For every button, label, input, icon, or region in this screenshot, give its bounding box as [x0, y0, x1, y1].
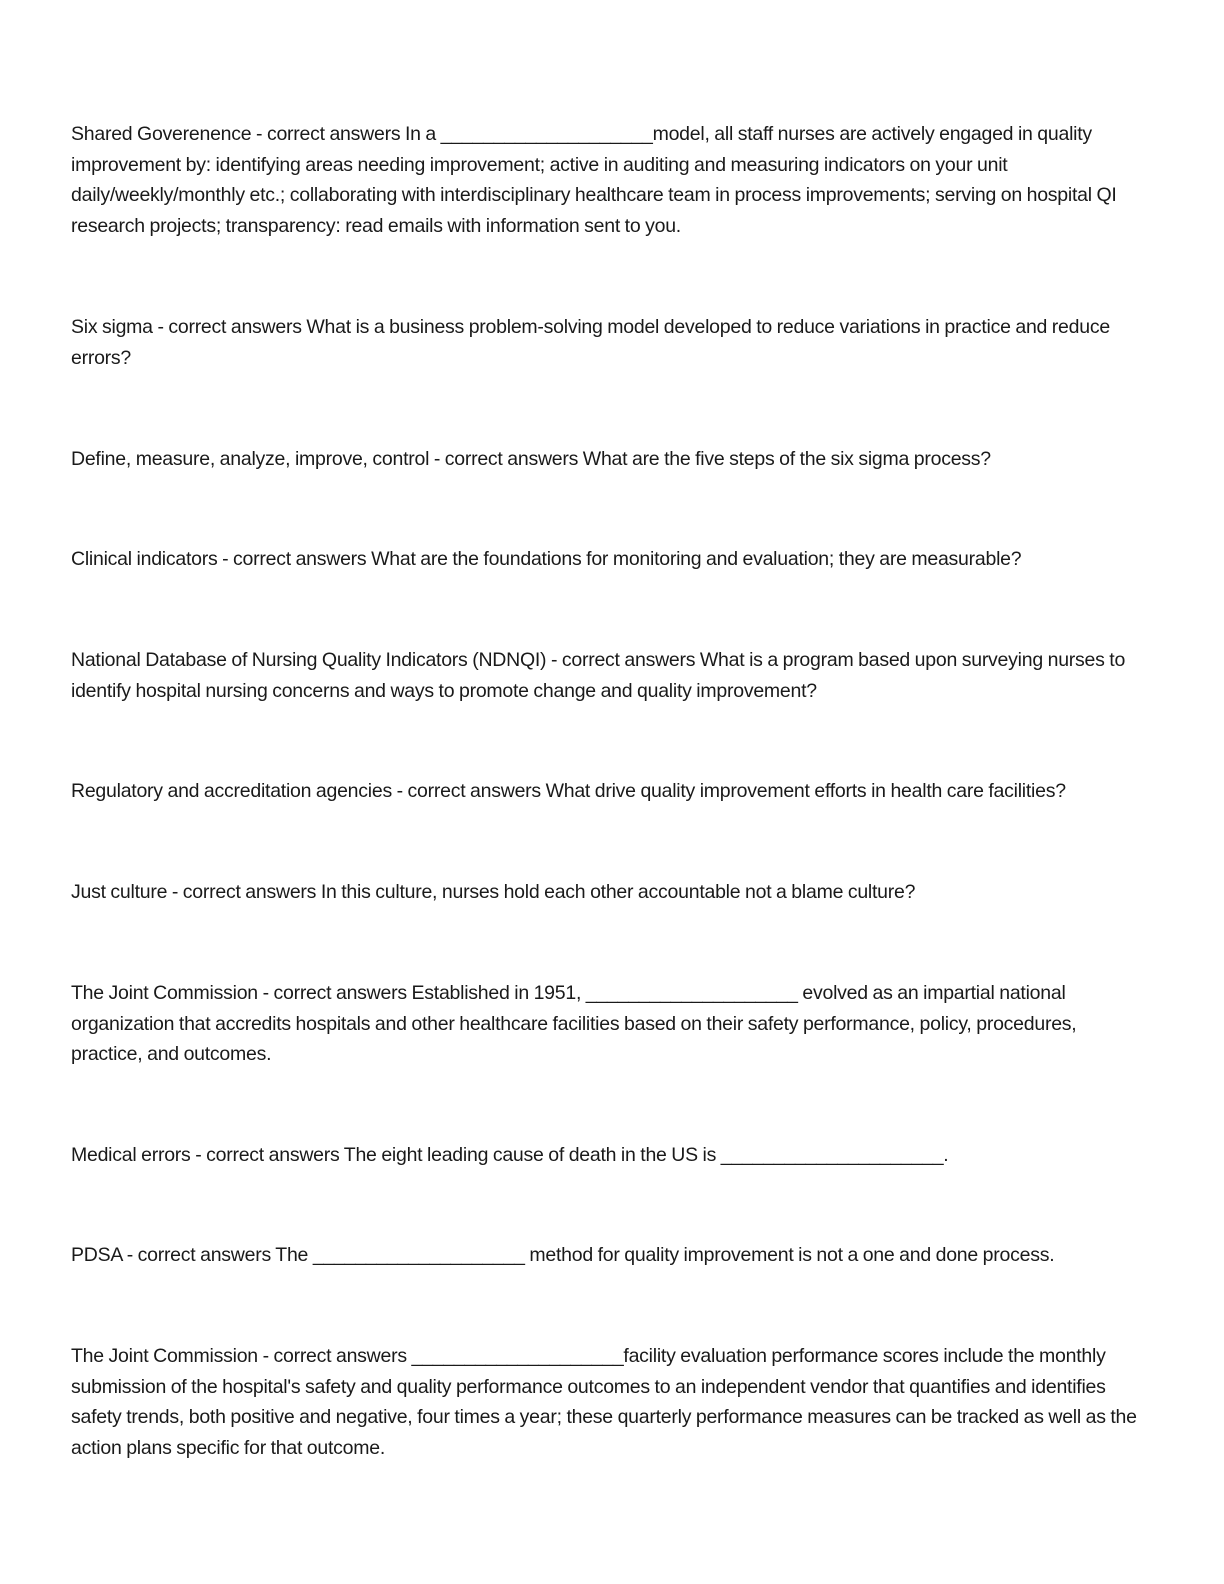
flashcard-entry-ndnqi: National Database of Nursing Quality Indicators (NDNQI) - correct answers What is a program based upon surveying nurses to identify hospital nursing concerns and ways to promote change and quality improvement? [71, 649, 1126, 702]
flashcard-entry-shared-governance: Shared Goverenence - correct answers In a ____________________model, all staff nurses are actively engaged in quality improvement by: identifying areas needing improvement; active in auditing and measuring indicators on your unit daily/weekly/monthly etc.; collaborating with interdisciplinary healthcare team in process improvements; serving on hospital QI research projects; transparency: read emails with information sent to you. [71, 123, 1117, 237]
flashcard-entry-regulatory-agencies: Regulatory and accreditation agencies - correct answers What drive quality improvement efforts in health care facilities? [71, 780, 1066, 802]
flashcard-entry-joint-commission-scores: The Joint Commission - correct answers ____________________facility evaluation performance scores include the monthly submission of the hospital's safety and quality performance outcomes to an independent vendor that quantifies and identifies safety trends, both positive and negative, four times a year; these quarterly performance measures can be tracked as well as the action plans specific for that outcome. [71, 1345, 1137, 1459]
flashcard-entry-medical-errors: Medical errors - correct answers The eight leading cause of death in the US is _____________________. [71, 1144, 949, 1166]
flashcard-entry-six-sigma-steps: Define, measure, analyze, improve, control - correct answers What are the five steps of the six sigma process? [71, 448, 991, 470]
flashcard-entry-clinical-indicators: Clinical indicators - correct answers What are the foundations for monitoring and evaluation; they are measurable? [71, 548, 1022, 570]
flashcard-entry-just-culture: Just culture - correct answers In this culture, nurses hold each other accountable not a blame culture? [71, 881, 916, 903]
flashcard-entry-pdsa: PDSA - correct answers The ____________________ method for quality improvement is not a one and done process. [71, 1244, 1055, 1266]
flashcard-entry-joint-commission: The Joint Commission - correct answers Established in 1951, ____________________ evolved as an impartial national organization that accredits hospitals and other healthcare facilities based on their safety performance, policy, procedures, practice, and outcomes. [71, 982, 1077, 1065]
flashcard-entry-six-sigma: Six sigma - correct answers What is a business problem-solving model developed to reduce variations in practice and reduce errors? [71, 316, 1110, 369]
